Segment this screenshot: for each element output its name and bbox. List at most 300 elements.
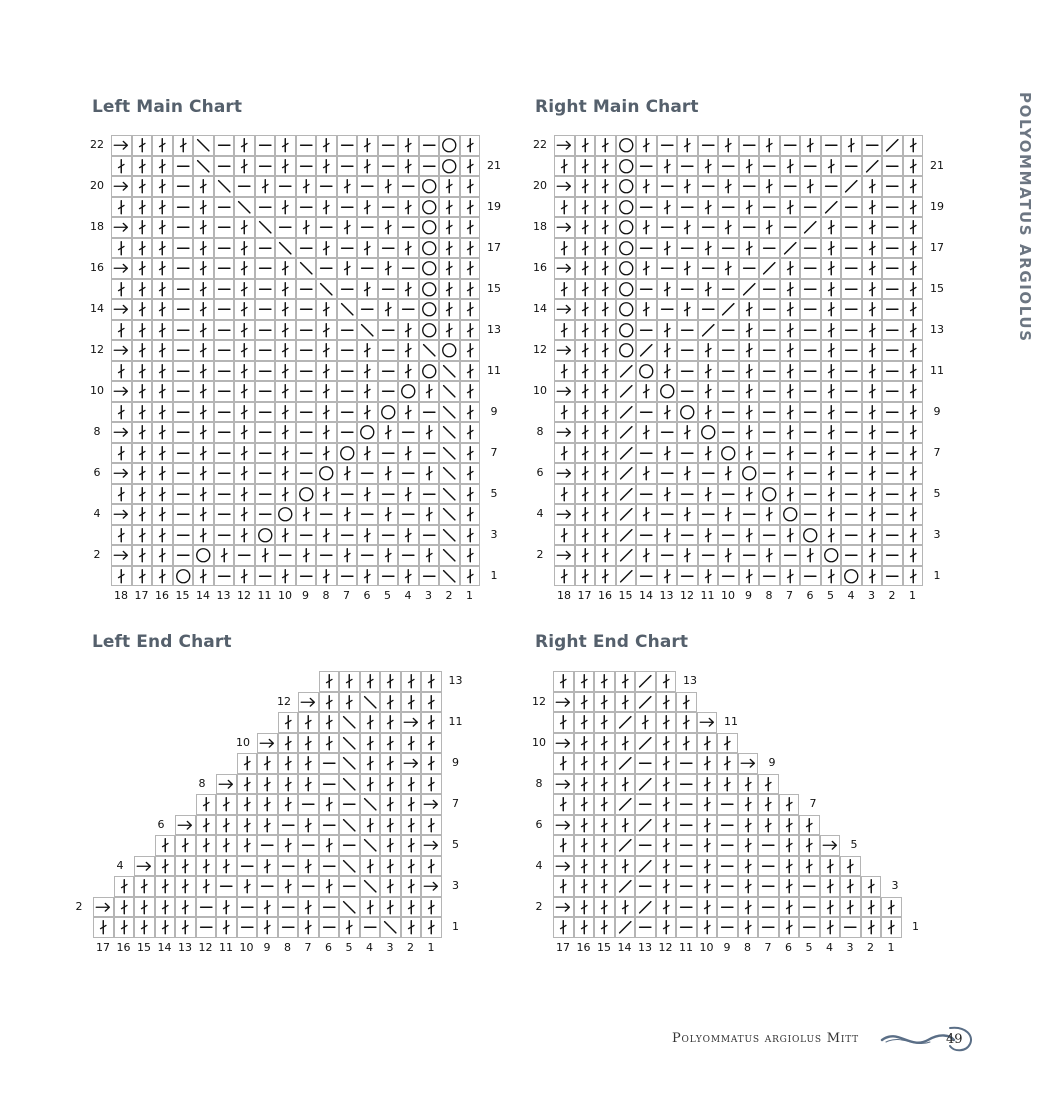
- chart-cell: [800, 463, 821, 484]
- purl-icon: [781, 218, 800, 237]
- chart-cell: [677, 340, 698, 361]
- twisted-stitch-icon: [276, 300, 295, 319]
- purl-icon: [361, 918, 380, 937]
- purl-icon: [379, 321, 398, 340]
- twisted-stitch-icon: [358, 567, 377, 586]
- chart-cell: [111, 258, 132, 279]
- decrease-right-icon: [440, 546, 459, 565]
- purl-icon: [174, 362, 193, 381]
- twisted-stitch-icon: [576, 444, 595, 463]
- twisted-stitch-icon: [358, 485, 377, 504]
- chart-cell: [616, 402, 637, 423]
- chart-cell: [636, 484, 657, 505]
- chart-cell: [800, 217, 821, 238]
- chart-cell: [635, 897, 656, 918]
- twisted-stitch-icon: [361, 713, 380, 732]
- twisted-stitch-icon: [194, 567, 213, 586]
- chart-cell: [574, 876, 595, 897]
- chart-cell: [717, 774, 738, 795]
- chart-cell: [298, 712, 319, 733]
- chart-cell: [779, 835, 800, 856]
- twisted-stitch-icon: [379, 464, 398, 483]
- chart-cell: [398, 299, 419, 320]
- twisted-stitch-icon: [658, 341, 677, 360]
- twisted-stitch-icon: [133, 526, 152, 545]
- chart-cell: [903, 279, 924, 300]
- chart-cell: [718, 279, 739, 300]
- row-number-right: 13: [487, 322, 501, 336]
- chart-cell: [132, 340, 153, 361]
- chart-cell: [278, 856, 299, 877]
- column-number: 12: [658, 940, 673, 954]
- chart-cell: [380, 733, 401, 754]
- purl-icon: [379, 526, 398, 545]
- chart-cell: [278, 794, 299, 815]
- column-number: 14: [617, 940, 632, 954]
- chart-cell: [882, 217, 903, 238]
- chart-cell: [657, 484, 678, 505]
- decrease-left-icon: [617, 485, 636, 504]
- chart-cell: [275, 279, 296, 300]
- chart-cell: [257, 794, 278, 815]
- purl-icon: [636, 836, 655, 855]
- chart-cell: [173, 320, 194, 341]
- chart-cell: [636, 135, 657, 156]
- chart-cell: [439, 176, 460, 197]
- chart-cell: [380, 917, 401, 938]
- chart-cell: [594, 897, 615, 918]
- chart-cell: [636, 566, 657, 587]
- chart-cell: [357, 299, 378, 320]
- chart-cell: [575, 135, 596, 156]
- purl-icon: [215, 362, 234, 381]
- twisted-stitch-icon: [381, 857, 400, 876]
- purl-icon: [358, 505, 377, 524]
- chart-cell: [717, 815, 738, 836]
- chart-cell: [882, 443, 903, 464]
- chart-cell: [575, 320, 596, 341]
- twisted-stitch-icon: [133, 485, 152, 504]
- twisted-stitch-icon: [153, 321, 172, 340]
- decrease-right-icon: [361, 795, 380, 814]
- chart-cell: [419, 340, 440, 361]
- twisted-stitch-icon: [841, 857, 860, 876]
- twisted-stitch-icon: [402, 672, 421, 691]
- chart-cell: [255, 176, 276, 197]
- purl-icon: [338, 157, 357, 176]
- twisted-stitch-icon: [781, 526, 800, 545]
- twisted-stitch-icon: [235, 136, 254, 155]
- chart-cell: [257, 835, 278, 856]
- chart-cell: [862, 525, 883, 546]
- chart-cell: [554, 279, 575, 300]
- chart-cell: [132, 566, 153, 587]
- chart-cell: [881, 917, 902, 938]
- chart-cell: [758, 815, 779, 836]
- purl-icon: [317, 177, 336, 196]
- twisted-stitch-icon: [904, 136, 923, 155]
- column-number: 11: [700, 589, 715, 602]
- chart-cell: [698, 361, 719, 382]
- twisted-stitch-icon: [156, 877, 175, 896]
- twisted-stitch-icon: [258, 754, 277, 773]
- twisted-stitch-icon: [678, 259, 697, 278]
- purl-icon: [677, 795, 696, 814]
- chart-cell: [554, 156, 575, 177]
- twisted-stitch-icon: [678, 218, 697, 237]
- decrease-right-icon: [194, 136, 213, 155]
- purl-icon: [399, 423, 418, 442]
- chart-cell: [216, 794, 237, 815]
- purl-icon: [883, 382, 902, 401]
- twisted-stitch-icon: [340, 672, 359, 691]
- chart-cell: [380, 856, 401, 877]
- twisted-stitch-icon: [781, 403, 800, 422]
- twisted-stitch-icon: [153, 136, 172, 155]
- twisted-stitch-icon: [739, 836, 758, 855]
- purl-icon: [256, 136, 275, 155]
- chart-cell: [155, 876, 176, 897]
- purl-icon: [801, 239, 820, 258]
- purl-icon: [174, 505, 193, 524]
- decrease-left-icon: [719, 300, 738, 319]
- chart-cell: [298, 835, 319, 856]
- purl-icon: [841, 918, 860, 937]
- chart-cell: [554, 176, 575, 197]
- twisted-stitch-icon: [276, 485, 295, 504]
- twisted-stitch-icon: [399, 485, 418, 504]
- twisted-stitch-icon: [379, 259, 398, 278]
- chart-cell: [319, 856, 340, 877]
- column-number: 15: [597, 940, 611, 954]
- chart-cell: [575, 238, 596, 259]
- chart-cell: [152, 176, 173, 197]
- twisted-stitch-icon: [461, 300, 480, 319]
- twisted-stitch-icon: [461, 444, 480, 463]
- twisted-stitch-icon: [658, 403, 677, 422]
- chart-cell: [677, 463, 698, 484]
- chart-cell: [152, 217, 173, 238]
- chart-cell: [296, 299, 317, 320]
- chart-cell: [460, 402, 481, 423]
- twisted-stitch-icon: [658, 444, 677, 463]
- chart-cell: [841, 484, 862, 505]
- twisted-stitch-icon: [699, 382, 718, 401]
- chart-cell: [357, 238, 378, 259]
- twisted-stitch-icon: [780, 836, 799, 855]
- chart-cell: [800, 443, 821, 464]
- chart-cell: [759, 525, 780, 546]
- chart-cell: [111, 320, 132, 341]
- purl-icon: [719, 362, 738, 381]
- chart-cell: [357, 484, 378, 505]
- purl-icon: [420, 485, 439, 504]
- chart-cell: [337, 566, 358, 587]
- column-number: 7: [343, 589, 350, 602]
- twisted-stitch-icon: [821, 898, 840, 917]
- chart-cell: [275, 258, 296, 279]
- twisted-stitch-icon: [358, 280, 377, 299]
- decrease-right-icon: [440, 382, 459, 401]
- purl-icon: [678, 526, 697, 545]
- arrow-right-icon: [402, 713, 421, 732]
- chart-cell: [214, 279, 235, 300]
- purl-icon: [379, 280, 398, 299]
- twisted-stitch-icon: [461, 382, 480, 401]
- purl-icon: [637, 403, 656, 422]
- chart-cell: [237, 876, 258, 897]
- yarn-over-icon: [399, 382, 418, 401]
- twisted-stitch-icon: [740, 300, 759, 319]
- chart-cell: [419, 545, 440, 566]
- twisted-stitch-icon: [399, 567, 418, 586]
- chart-cell: [821, 197, 842, 218]
- twisted-stitch-icon: [381, 836, 400, 855]
- twisted-stitch-icon: [153, 546, 172, 565]
- purl-icon: [699, 546, 718, 565]
- purl-icon: [759, 836, 778, 855]
- row-number-right: 11: [448, 715, 463, 728]
- twisted-stitch-icon: [554, 836, 573, 855]
- chart-cell: [111, 135, 132, 156]
- chart-cell: [553, 733, 574, 754]
- twisted-stitch-icon: [402, 693, 421, 712]
- twisted-stitch-icon: [554, 713, 573, 732]
- chart-cell: [738, 815, 759, 836]
- row-number-right: 11: [487, 363, 501, 377]
- chart-cell: [111, 484, 132, 505]
- purl-icon: [699, 505, 718, 524]
- chart-cell: [738, 774, 759, 795]
- chart-cell: [460, 197, 481, 218]
- arrow-right-icon: [554, 693, 573, 712]
- chart-cell: [635, 876, 656, 897]
- column-number: 9: [263, 940, 271, 954]
- chart-cell: [398, 443, 419, 464]
- yarn-over-icon: [637, 362, 656, 381]
- chart-cell: [636, 320, 657, 341]
- chart-cell: [398, 217, 419, 238]
- chart-cell: [398, 361, 419, 382]
- chart-cell: [800, 197, 821, 218]
- chart-cell: [780, 279, 801, 300]
- chart-cell: [718, 484, 739, 505]
- chart-cell: [152, 381, 173, 402]
- column-number: 17: [96, 940, 110, 954]
- chart-cell: [698, 402, 719, 423]
- purl-icon: [338, 382, 357, 401]
- row-number-left: 16: [533, 261, 547, 274]
- twisted-stitch-icon: [800, 836, 819, 855]
- twisted-stitch-icon: [801, 546, 820, 565]
- purl-icon: [719, 567, 738, 586]
- purl-icon: [637, 198, 656, 217]
- purl-icon: [658, 464, 677, 483]
- row-number-right: 11: [724, 715, 738, 728]
- chart-cell: [739, 361, 760, 382]
- chart-cell: [380, 774, 401, 795]
- chart-cell: [717, 753, 738, 774]
- twisted-stitch-icon: [596, 321, 615, 340]
- column-number: 2: [888, 589, 896, 602]
- twisted-stitch-icon: [258, 898, 277, 917]
- twisted-stitch-icon: [115, 898, 134, 917]
- chart-cell: [378, 340, 399, 361]
- chart-cell: [278, 733, 299, 754]
- twisted-stitch-icon: [420, 505, 439, 524]
- chart-cell: [656, 856, 677, 877]
- chart-cell: [173, 299, 194, 320]
- twisted-stitch-icon: [133, 546, 152, 565]
- chart-cell: [337, 156, 358, 177]
- column-number: 18: [114, 589, 128, 602]
- chart-cell: [636, 463, 657, 484]
- twisted-stitch-icon: [358, 198, 377, 217]
- chart-cell: [360, 897, 381, 918]
- twisted-stitch-icon: [596, 546, 615, 565]
- chart-cell: [800, 135, 821, 156]
- twisted-stitch-icon: [399, 341, 418, 360]
- chart-cell: [378, 525, 399, 546]
- twisted-stitch-icon: [133, 567, 152, 586]
- column-number: 7: [786, 589, 793, 602]
- chart-cell: [616, 279, 637, 300]
- chart-cell: [298, 856, 319, 877]
- chart-cell: [676, 733, 697, 754]
- purl-icon: [256, 239, 275, 258]
- chart-cell: [278, 917, 299, 938]
- twisted-stitch-icon: [739, 898, 758, 917]
- chart-cell: [676, 835, 697, 856]
- column-number: 14: [157, 940, 172, 954]
- chart-cell: [296, 340, 317, 361]
- chart-cell: [339, 753, 360, 774]
- twisted-stitch-icon: [555, 239, 574, 258]
- purl-icon: [678, 198, 697, 217]
- chart-cell: [173, 463, 194, 484]
- twisted-stitch-icon: [135, 898, 154, 917]
- twisted-stitch-icon: [217, 918, 236, 937]
- chart-cell: [554, 361, 575, 382]
- chart-cell: [821, 504, 842, 525]
- purl-icon: [719, 382, 738, 401]
- chart-cell: [595, 156, 616, 177]
- purl-icon: [760, 464, 779, 483]
- purl-icon: [801, 444, 820, 463]
- purl-icon: [215, 567, 234, 586]
- purl-icon: [197, 918, 216, 937]
- chart-cell: [635, 712, 656, 733]
- purl-icon: [842, 321, 861, 340]
- chart-cell: [698, 197, 719, 218]
- twisted-stitch-icon: [358, 444, 377, 463]
- chart-cell: [616, 422, 637, 443]
- twisted-stitch-icon: [299, 734, 318, 753]
- chart-cell: [173, 340, 194, 361]
- decrease-left-icon: [822, 198, 841, 217]
- chart-cell: [234, 525, 255, 546]
- chart-cell: [759, 443, 780, 464]
- chart-cell: [419, 320, 440, 341]
- chart-cell: [903, 258, 924, 279]
- purl-icon: [297, 567, 316, 586]
- chart-cell: [237, 835, 258, 856]
- chart-cell: [635, 815, 656, 836]
- twisted-stitch-icon: [780, 918, 799, 937]
- chart-cell: [780, 135, 801, 156]
- chart-cell: [234, 299, 255, 320]
- chart-cell: [903, 566, 924, 587]
- twisted-stitch-icon: [657, 672, 676, 691]
- yarn-over-icon: [842, 567, 861, 586]
- twisted-stitch-icon: [822, 464, 841, 483]
- twisted-stitch-icon: [422, 816, 441, 835]
- chart-cell: [460, 238, 481, 259]
- purl-icon: [215, 218, 234, 237]
- row-number-right: 7: [490, 445, 498, 459]
- chart-cell: [255, 279, 276, 300]
- twisted-stitch-icon: [402, 877, 421, 896]
- chart-cell: [234, 135, 255, 156]
- chart-cell: [360, 733, 381, 754]
- twisted-stitch-icon: [317, 157, 336, 176]
- chart-cell: [234, 361, 255, 382]
- twisted-stitch-icon: [576, 546, 595, 565]
- chart-cell: [698, 525, 719, 546]
- twisted-stitch-icon: [399, 198, 418, 217]
- decrease-left-icon: [617, 362, 636, 381]
- chart-cell: [656, 794, 677, 815]
- chart-cell: [296, 217, 317, 238]
- column-number: 11: [219, 940, 233, 954]
- chart-cell: [255, 422, 276, 443]
- chart-cell: [398, 381, 419, 402]
- chart-cell: [553, 671, 574, 692]
- chart-cell: [216, 897, 237, 918]
- chart-cell: [616, 320, 637, 341]
- twisted-stitch-icon: [759, 795, 778, 814]
- chart-cell: [275, 545, 296, 566]
- chart-cell: [214, 566, 235, 587]
- purl-icon: [801, 341, 820, 360]
- twisted-stitch-icon: [863, 567, 882, 586]
- decrease-right-icon: [440, 403, 459, 422]
- chart-cell: [337, 279, 358, 300]
- arrow-right-icon: [217, 775, 236, 794]
- arrow-right-icon: [554, 857, 573, 876]
- purl-icon: [718, 898, 737, 917]
- twisted-stitch-icon: [841, 898, 860, 917]
- twisted-stitch-icon: [575, 693, 594, 712]
- twisted-stitch-icon: [636, 713, 655, 732]
- column-number: 15: [175, 589, 190, 602]
- chart-cell: [800, 156, 821, 177]
- row-number-left: 8: [93, 425, 101, 438]
- purl-icon: [215, 321, 234, 340]
- purl-icon: [338, 485, 357, 504]
- chart-cell: [316, 545, 337, 566]
- twisted-stitch-icon: [338, 546, 357, 565]
- row-number-right: 9: [452, 756, 459, 769]
- chart-cell: [132, 545, 153, 566]
- twisted-stitch-icon: [153, 403, 172, 422]
- chart-cell: [800, 504, 821, 525]
- chart-cell: [903, 525, 924, 546]
- chart-cell: [255, 299, 276, 320]
- chart-cell: [421, 917, 442, 938]
- twisted-stitch-icon: [698, 918, 717, 937]
- twisted-stitch-icon: [461, 198, 480, 217]
